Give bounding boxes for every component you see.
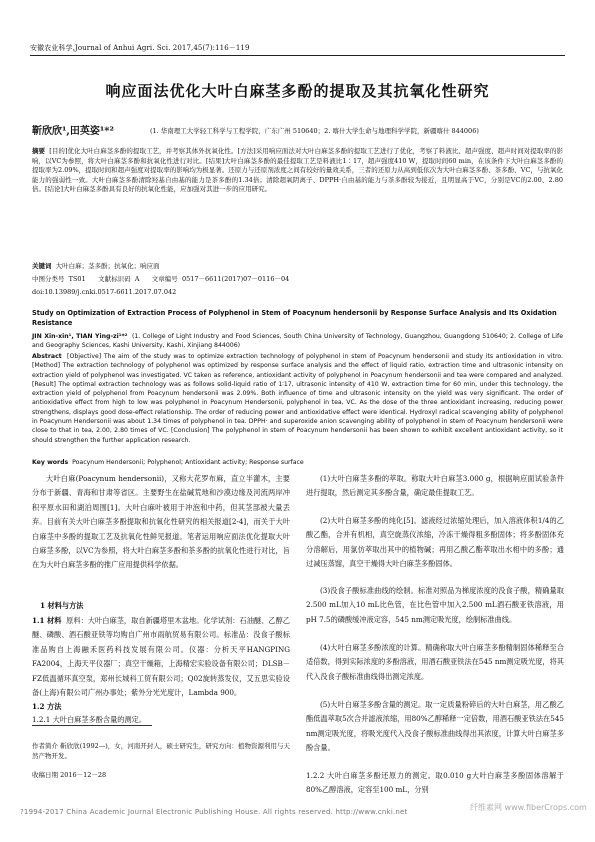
header-rule [30,55,565,56]
abstract-cn [32,147,563,195]
copyright-footer: ?1994-2017 China Academic Journal Electronic Publishing House. All rights reserved. http://www.cnki.net [20,808,408,816]
footnote-received: 收稿日期 2016－12－28 [32,771,107,779]
intro-paragraph: 大叶白麻(Poacynum hendersonii)，又称大花罗布麻，直立半灌木，主要分布于新疆、青海和甘肃等省区。主要野生在盐碱荒地和沙漠边缘及河流两岸冲积平原水田和湖泊周围[1]。大叶白麻叶被用于冲泡和中药，但其茎部被大量丢弃。目前有关大叶白麻茎多酚提取和抗氧化性研究的相关报道[2-4]，而关于大叶白麻茎中多酚的提取工艺及抗氧化性鲜见报道。笔者运用响应面法优化提取大叶白麻茎多酚，以VC为参照，将大叶白麻茎多酚和茶多酚的抗氧化性进行对比，旨在为大叶白麻茎多酚的推广应用提供科学依据。 [32,474,290,570]
clc-line: 中图分类号 TS01 文献标识码 A 文章编号 0517－6611(2017)07－0116－04 [32,275,290,283]
method-p2: (2)大叶白麻茎多酚的纯化[5]。滤液经过浓缩处理后，加入溶液体积1/4的乙酸乙酯，合并有机相，真空旋蒸仪浓缩，冷冻干燥得粗多酚固体；将多酚固体充分溶解后，用氯仿萃取出其中的植物碱；再用乙酸乙酯萃取出水相中的多酚；通过减压蒸馏，真空干燥得大叶白麻茎多酚固体。 [306,516,564,569]
method-p3: (3)没食子酸标准曲线的绘制。标准对照品为梯度浓度的没食子酸，精确量取2.500 mL加入10 mL比色管，在比色管中加入2.500 mL酒石酸亚铁溶液，用pH 7.5的磷酸缓冲液定容，545 nm测定吸光度，绘制标准曲线。 [306,586,564,624]
abstract-cn-label: 摘要 [32,147,46,155]
english-title: Study on Optimization of Extraction Process of Polyphenol in Stem of Poacynum hendersonii by Response Surface Analysis and Its Oxidation Resistance [32,309,557,327]
keywords-cn [32,262,563,272]
section-1-2-2-paragraph: 1.2.2 大叶白麻茎多酚还原力的测定。取0.010 g大叶白麻茎多酚固体溶解于80%乙醇溶液，定容至100 mL，分别 [306,771,564,795]
running-header: 安徽农业科学,Journal of Anhui Agri. Sci. 2017,45(7):116－119 [30,44,250,52]
method-p5: (5)大叶白麻茎多酚含量的测定。取一定质量粉碎后的大叶白麻茎，用乙酸乙酯低温萃取5次合并滤液浓缩，用80%乙醇稀释一定倍数，用酒石酸亚铁法在545 nm测定吸光度，将吸光度代入没食子酸标准曲线得出其浓度，计算大叶白麻茎多酚含量。 [306,700,564,753]
english-abstract-text: [Objective] The aim of the study was to optimize extraction technology of polyphenol in stem of Poacynum hendersonii and study its antioxidation in vitro. [Method] The extraction technology of polyphenol was optimized by response surface analysis and the effect of liquid ratio, extraction time and ultrasonic intensity on extraction yield of polyphenol was investigated. VC taken as reference, antioxidant activity of polyphenol in Poacynum hendersonii and tea were compared and analyzed. [Result] The optimal extraction technology was as follows solid-liquid ratio of 1∶17, ultrasonic intensity of 410 W, extraction time for 60 min, under this technology, the extraction yield of polyphenol from Poacynum hendersonii was 2.09%. Both influence of time and ultrasonic intensity on the yield was very significant. The order of antioxidative effect from high to low was polyphenol in Poacynum Hendersonii, polyphenol in tea, VC. As the dose of the three antioxidant increasing, reducing power strengthens, displays good dose-effect relationship. The order of reducing power and antioxidative effect were identical. Hydroxyl radical scavenging ability of polyphenol in Poacynum Hendersonii was about 1.34 times of polyphenol in tea. DPPH· and superoxide anion scavenging ability of polyphenol in stem of Poacynum hendersonii were close to that in tea, 2.00, 2.80 times of VC. [Conclusion] The polyphenol in stem of Poacynum hendersonii has been shown to exhibit excellent antioxidant activity, so it should strengthen the further application research. [32,353,564,444]
method-p1: (1)大叶白麻茎多酚的萃取。称取大叶白麻茎3.000 g，根据响应面试验条件进行提取，然后测定其多酚含量，确定最佳提取工艺。 [306,474,564,498]
affiliation: (1. 华南理工大学轻工科学与工程学院，广东广州 510640；2. 喀什大学生命与地理科学学院，新疆喀什 844006) [150,127,479,135]
keywords-cn-label: 关键词 [32,262,52,270]
materials-paragraph [32,614,290,700]
watermark: 纤维素网 www.fiberCrops.com [470,803,587,812]
english-affiliation: (1. College of Light Industry and Food Sciences, South China University of Technology, Guangzhou, Guangdong 510640; 2. College of Life and Geography Sciences, Kashi University, Kashi, Xinjiang 844006) [32,333,564,350]
english-keywords-text: Poacynum Hendersonii; Polyphenol; Antioxidant activity; Response surface [72,459,304,466]
section-1-2-heading: 1.2 方法 [32,702,62,711]
section-1-heading: 1 材料与方法 [40,601,84,610]
section-1-2-1-heading: 1.2.1 大叶白麻茎多酚含量的测定。 [32,715,147,724]
page-title: 响应面法优化大叶白麻茎多酚的提取及其抗氧化性研究 [105,82,490,100]
english-abstract [32,352,563,445]
english-keywords [32,458,563,467]
materials-text: 原料：大叶白麻茎，取自新疆塔里木盆地。化学试剂：石油醚、乙醇乙醚、磷酸、酒石酸亚铁等均购自广州市雨航贸易有限公司。标准品：没食子酸标准品购自上海融禾医药科技发展有限公司。仪器：分析天平HANGPING FA2004，上海天平仪器厂；真空干燥箱，上海精宏实验设备有限公司；DLSB－FZ低温循环真空泵，郑州长城科工贸有限公司；Q02旋转蒸发仪，艾五思实验设备(上海)有限公司广州办事处；紫外分光光度计，Lambda 900。 [32,616,290,698]
english-authors: JIN Xin-xin¹, TIAN Ying-zi¹*² [32,333,128,340]
doi-line: doi:10.13989/j.cnki.0517-6611.2017.07.042 [32,288,177,296]
method-p4: (4)大叶白麻茎多酚浓度的计算。精确称取大叶白麻茎多酚精制固体稀释至合适倍数，得到实际浓度的多酚溶液，用酒石酸亚铁法在545 nm测定吸光度，将其代入没食子酸标准曲线得出测定浓度。 [306,643,564,681]
footnote-rule [32,725,152,726]
keywords-cn-text: 大叶白麻；茎多酚；抗氧化；响应面 [55,262,160,270]
abstract-cn-text: [目的]优化大叶白麻茎多酚的提取工艺，并考察其体外抗氧化性。[方法]采用响应面法对大叶白麻茎多酚的提取工艺进行了优化，考察了料液比、超声强度、超声时间对提取率的影响，以VC为参照，将大叶白麻茎多酚和抗氧化性进行对比。[结果]大叶白麻茎多酚的最佳提取工艺是料液比1∶17，超声强度410 W，提取时间60 min，在该条件下大叶白麻茎多酚的提取率为2.09%，提取时间和超声强度对提取率的影响均为极显著。还原力与还原剂浓度之间有较好的量效关系，三者的还原力从高到低依次为大叶白麻茎多酚、茶多酚、VC，与抗氧化能力的强弱性一致。大叶白麻茎多酚清除羟基自由基的能力是茶多酚的1.34倍；清除超氧阴离子、DPPH·自由基的能力与茶多酚较为接近，且明显高于VC，分别是VC的2.00、2.80倍。[结论]大叶白麻茎多酚具有良好的抗氧化性能，应加强对其进一步的应用研究。 [32,147,563,194]
footnote-author: 作者简介 靳欣欣(1992—)，女，河南开封人，硕士研究生，研究方向：植物资源利用与天然产物开发。 [32,742,290,760]
authors: 靳欣欣¹,田英姿¹*² [32,126,114,137]
english-keywords-label: Key words [32,459,69,466]
english-abstract-label: Abstract [32,353,62,360]
english-authors-affil [32,332,563,351]
section-1-1-heading: 1.1 材料 [32,616,62,625]
